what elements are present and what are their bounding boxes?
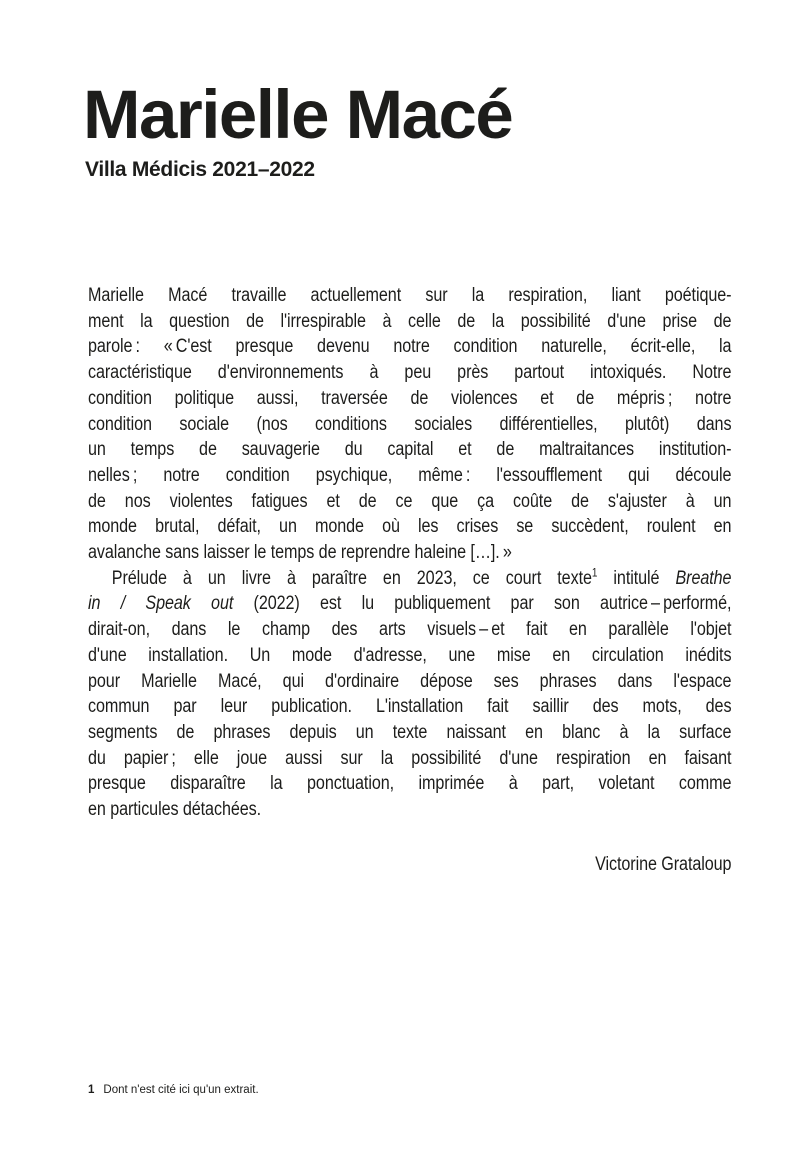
text-line: condition sociale (nos conditions sociales différentielles, plutôt) dans [88,413,732,435]
author-name: Victorine Grataloup [595,853,732,875]
text-line: presque disparaître la ponctuation, imprimée à part, voletant comme [88,773,732,795]
article [88,283,731,877]
text-line: Marielle Macé travaille actuellement sur la respiration, liant poétique- [88,285,732,306]
text-line: commun par leur publication. L'installation fait saillir des mots, des [88,696,732,718]
text-line: avalanche sans laisser le temps de reprendre haleine […]. » [88,542,512,564]
article-lines [88,283,731,823]
text-line: pour Marielle Macé, qui d'ordinaire dépose ses phrases dans l'espace [88,670,732,692]
text-line: un temps de sauvagerie du capital et de maltraitances institution- [88,439,732,461]
text-line: ment la question de l'irrespirable à celle de la possibilité d'une prise de [88,310,732,332]
text-line: parole : « C'est presque devenu notre condition naturelle, écrit-elle, la [88,336,732,358]
text-line: en particules détachées. [88,799,262,821]
text-line: condition politique aussi, traversée de violences et de mépris ; notre [88,387,732,409]
page-title: Marielle Macé [83,76,513,153]
text-line: caractéristique d'environnements à peu près partout intoxiqués. Notre [88,362,732,384]
text-line: nelles ; notre condition psychique, même : l'essoufflement qui découle [88,464,732,486]
footnote [88,1083,259,1097]
text-line: dirait-on, dans le champ des arts visuels – et fait en parallèle l'objet [88,619,732,641]
footnote-reference: 1 [591,566,598,580]
text-line: d'une installation. Un mode d'adresse, une mise en circulation inédits [88,644,732,666]
text-line: in / Speak out (2022) est lu publiquement par son autrice – performé, [88,593,732,615]
text-line: Prélude à un livre à paraître en 2023, ce court texte$^1$ intitulé Breathe [111,566,732,589]
text-line: monde brutal, défait, un monde où les crises se succèdent, roulent en [88,516,732,538]
footnote-text: Dont n'est cité ici qu'un extrait. [103,1084,259,1096]
text-line: de nos violentes fatigues et de ce que ça coûte de s'ajuster à un [88,490,732,512]
page-subtitle: Villa Médicis 2021–2022 [85,158,315,181]
text-line: du papier ; elle joue aussi sur la possibilité d'une respiration en faisant [88,747,732,769]
text-line: segments de phrases depuis un texte naissant en blanc à la surface [88,721,732,743]
footnote-number: 1 [88,1084,95,1096]
